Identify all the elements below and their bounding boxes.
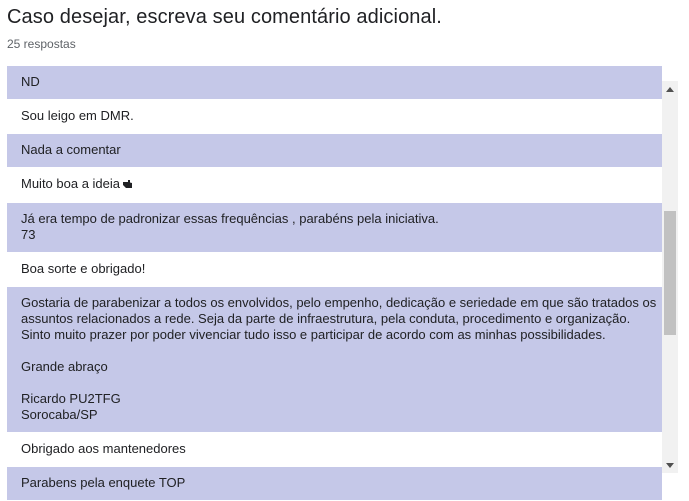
response-text-line: Obrigado aos mantenedores xyxy=(21,441,186,456)
vertical-scrollbar[interactable] xyxy=(662,81,678,473)
response-item xyxy=(7,66,662,100)
response-text-line: Grande abraço xyxy=(21,359,108,374)
response-text-line: assuntos relacionados a rede. Seja da parte de infraestrutura, pela conduta, procedimento e organização. xyxy=(21,311,631,326)
response-item xyxy=(7,467,662,501)
response-blank-line xyxy=(21,375,648,391)
scrollbar-thumb[interactable] xyxy=(664,211,676,335)
response-text-line: Muito boa a ideia xyxy=(21,176,648,193)
pointing-hand-icon xyxy=(122,177,133,193)
response-text-line: ND xyxy=(21,74,40,89)
response-text-line: Gostaria de parabenizar a todos os envolvidos, pelo empenho, dedicação e seriedade em que são tratados os xyxy=(21,295,657,310)
response-count: 25 respostas xyxy=(7,37,76,51)
response-item xyxy=(7,168,662,203)
response-blank-line xyxy=(21,343,648,359)
response-item xyxy=(7,253,662,287)
response-item xyxy=(7,433,662,467)
response-text-line: Já era tempo de padronizar essas frequências , parabéns pela iniciativa. xyxy=(21,211,439,226)
response-text-line: 73 xyxy=(21,227,36,242)
scroll-down-arrow-icon[interactable] xyxy=(662,457,678,473)
responses-list-viewport[interactable] xyxy=(7,74,662,490)
response-item xyxy=(7,287,662,433)
scroll-up-arrow-icon[interactable] xyxy=(662,81,678,97)
response-item xyxy=(7,134,662,168)
response-item xyxy=(7,100,662,134)
response-text-line: Ricardo PU2TFG xyxy=(21,391,121,406)
question-title: Caso desejar, escreva seu comentário adicional. xyxy=(7,6,442,28)
response-text-line: Parabens pela enquete TOP xyxy=(21,475,186,490)
response-text-line: Sou leigo em DMR. xyxy=(21,108,134,123)
response-text-line: Boa sorte e obrigado! xyxy=(21,261,146,276)
responses-list xyxy=(7,66,662,501)
response-text-line: Sinto muito prazer por poder vivenciar tudo isso e participar de acordo com as minhas possibilidades. xyxy=(21,327,606,342)
response-text-line: Nada a comentar xyxy=(21,142,121,157)
response-item xyxy=(7,203,662,253)
response-text-line: Sorocaba/SP xyxy=(21,407,98,422)
